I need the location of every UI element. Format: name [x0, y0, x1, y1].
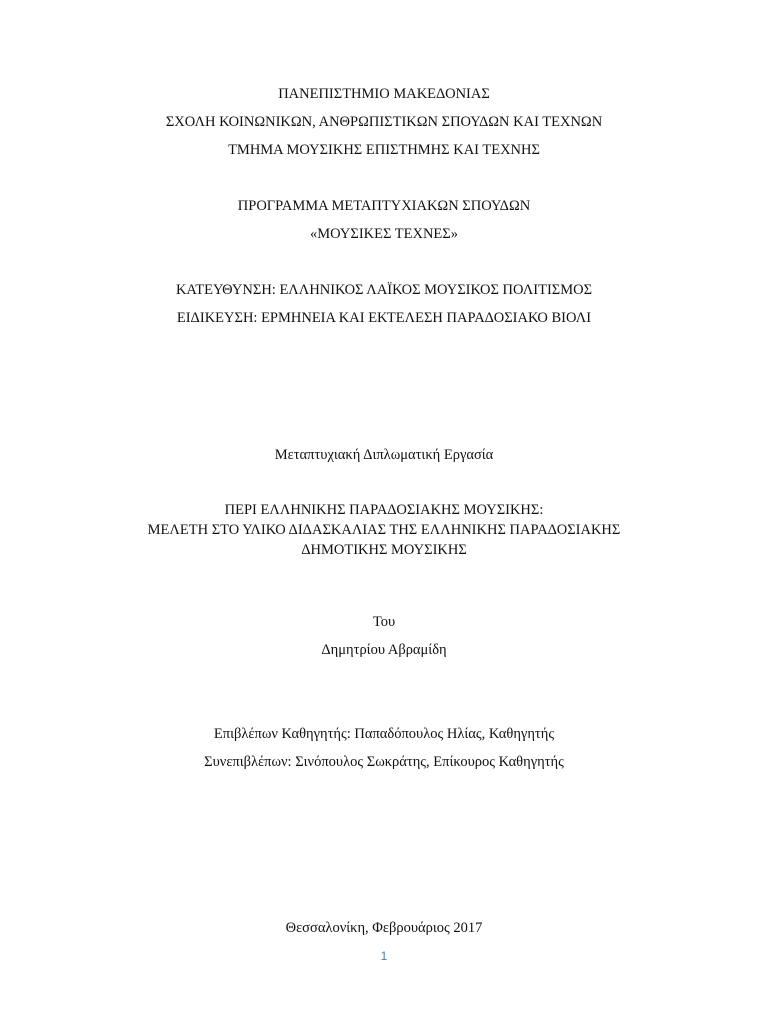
- author-name: Δημητρίου Αβραμίδη: [321, 642, 447, 658]
- program-title: «ΜΟΥΣΙΚΕΣ ΤΕΧΝΕΣ»: [310, 226, 458, 242]
- supervisor-line: Επιβλέπων Καθηγητής: Παπαδόπουλος Ηλίας, Καθηγητής: [213, 726, 555, 742]
- direction-line: ΚΑΤΕΥΘΥΝΣΗ: ΕΛΛΗΝΙΚΟΣ ΛΑΪΚΟΣ ΜΟΥΣΙΚΟΣ ΠΟΛΙΤΙΣΜΟΣ: [175, 282, 593, 298]
- department-name: ΤΜΗΜΑ ΜΟΥΣΙΚΗΣ ΕΠΙΣΤΗΜΗΣ ΚΑΙ ΤΕΧΝΗΣ: [228, 142, 540, 158]
- page-number: 1: [380, 949, 388, 963]
- thesis-title-line-1: ΠΕΡΙ ΕΛΛΗΝΙΚΗΣ ΠΑΡΑΔΟΣΙΑΚΗΣ ΜΟΥΣΙΚΗΣ:: [224, 502, 544, 518]
- author-by: Του: [372, 614, 396, 630]
- thesis-type: Μεταπτυχιακή Διπλωματική Εργασία: [274, 447, 494, 463]
- specialty-line: ΕΙΔΙΚΕΥΣΗ: ΕΡΜΗΝΕΙΑ ΚΑΙ ΕΚΤΕΛΕΣΗ ΠΑΡΑΔΟΣΙΑΚΟ ΒΙΟΛΙ: [176, 310, 592, 326]
- university-name: ΠΑΝΕΠΙΣΤΗΜΙΟ ΜΑΚΕΔΟΝΙΑΣ: [278, 86, 490, 102]
- thesis-title-line-2: ΜΕΛΕΤΗ ΣΤΟ ΥΛΙΚΟ ΔΙΔΑΣΚΑΛΙΑΣ ΤΗΣ ΕΛΛΗΝΙΚΗΣ ΠΑΡΑΔΟΣΙΑΚΗΣ: [147, 522, 621, 538]
- program-name: ΠΡΟΓΡΑΜΜΑ ΜΕΤΑΠΤΥΧΙΑΚΩΝ ΣΠΟΥΔΩΝ: [237, 198, 531, 214]
- place-date: Θεσσαλονίκη, Φεβρουάριος 2017: [285, 920, 483, 936]
- thesis-title-line-3: ΔΗΜΟΤΙΚΗΣ ΜΟΥΣΙΚΗΣ: [301, 542, 467, 558]
- co-supervisor-line: Συνεπιβλέπων: Σινόπουλος Σωκράτης, Επίκουρος Καθηγητής: [204, 754, 564, 770]
- school-name: ΣΧΟΛΗ ΚΟΙΝΩΝΙΚΩΝ, ΑΝΘΡΩΠΙΣΤΙΚΩΝ ΣΠΟΥΔΩΝ ΚΑΙ ΤΕΧΝΩΝ: [165, 114, 603, 130]
